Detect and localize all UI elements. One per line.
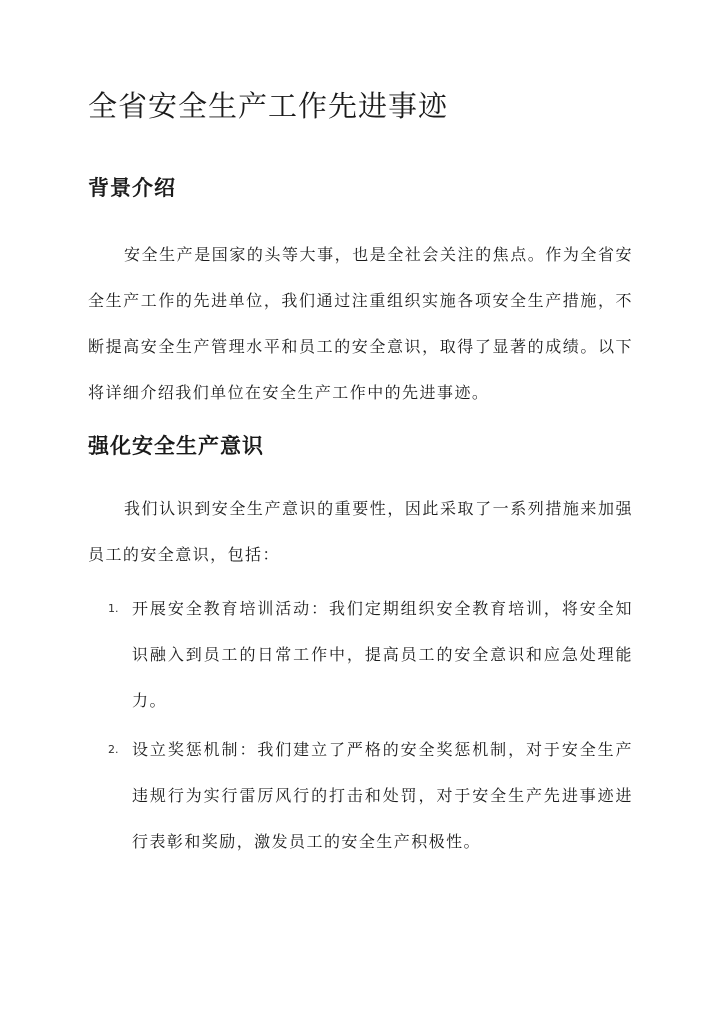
measure-list-1 (88, 586, 633, 724)
list-item-text: 设立奖惩机制：我们建立了严格的安全奖惩机制，对于安全生产违规行为实行雷厉风行的打击和处罚，对于安全生产先进事迹进行表彰和奖励，激发员工的安全生产积极性。 (132, 740, 633, 851)
list-item (88, 586, 633, 724)
section-heading-safety-awareness: 强化安全生产意识 (88, 434, 264, 458)
list-item-number: 1. (108, 602, 119, 615)
safety-awareness-paragraph: 我们认识到安全生产意识的重要性，因此采取了一系列措施来加强员工的安全意识，包括： (88, 499, 633, 564)
list-item-number: 2. (108, 743, 119, 756)
section-heading-background: 背景介绍 (88, 176, 176, 200)
list-item (88, 727, 633, 865)
list-item-text: 开展安全教育培训活动：我们定期组织安全教育培训，将安全知识融入到员工的日常工作中，提高员工的安全意识和应急处理能力。 (132, 599, 633, 710)
document-title: 全省安全生产工作先进事迹 (88, 89, 449, 123)
background-paragraph: 安全生产是国家的头等大事，也是全社会关注的焦点。作为全省安全生产工作的先进单位，我们通过注重组织实施各项安全生产措施，不断提高安全生产管理水平和员工的安全意识，取得了显著的成绩。以下将详细介绍我们单位在安全生产工作中的先进事迹。 (88, 245, 633, 402)
measure-list-2 (88, 727, 633, 865)
